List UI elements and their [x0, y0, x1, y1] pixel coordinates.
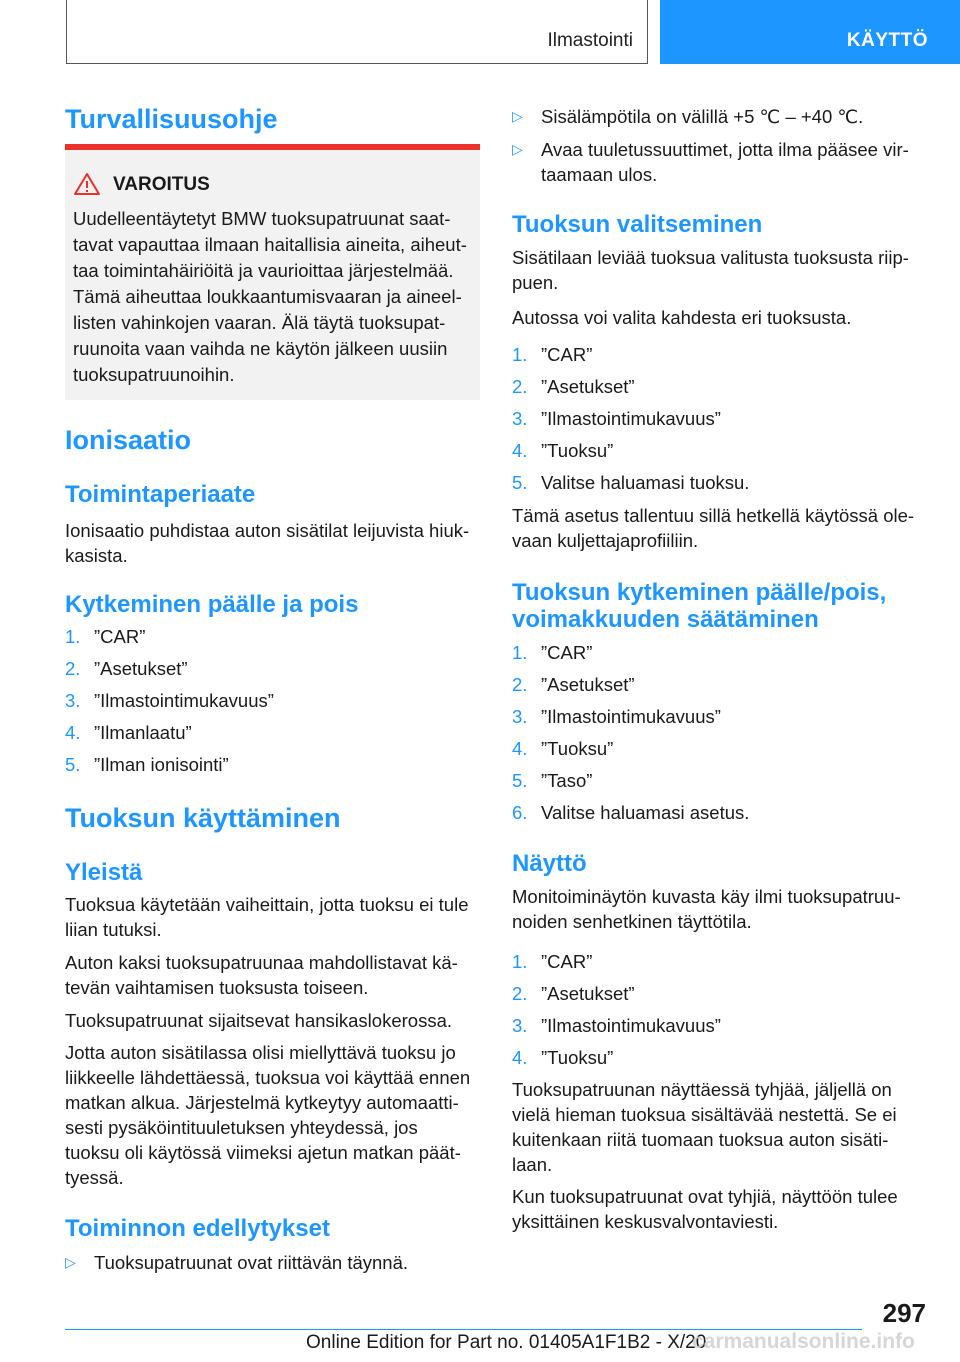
intensity-steps-list [512, 640, 927, 832]
general-heading: Yleistä [65, 859, 143, 886]
list-item: 5. Valitse haluamasi tuoksu. [512, 472, 750, 493]
list-item: 6. Valitse haluamasi asetus. [512, 802, 750, 823]
onoff-steps-list [65, 624, 480, 784]
list-item: ▷ Sisälämpötila on välillä +5 ℃ – +40 ℃. [512, 106, 864, 127]
display-heading: Näyttö [512, 850, 587, 877]
general-text-4: Jotta auton sisätilassa olisi miellyttävä tuoksu jo liikkeelle lähdettäessä, tuoksua voi käyttää ennen matkan alkua. Järjestelmä kytkeytyy automaatti- sesti pysäköintituuletuksen yhteydessä, jos tuoksu oli käytössä viimeksi ajetun matkan päät- tyessä. [65, 1042, 471, 1188]
list-item: 1. ”CAR” [512, 344, 593, 365]
list-item: 1. ”CAR” [512, 642, 593, 663]
list-item: 3. ”Ilmastointimukavuus” [512, 408, 721, 429]
usage-heading: Tuoksun käyttäminen [65, 803, 341, 833]
safety-heading: Turvallisuusohje [65, 104, 278, 134]
list-item: 2. ”Asetukset” [512, 674, 635, 695]
list-item: 3. ”Ilmastointimukavuus” [512, 706, 721, 727]
select-steps-list [512, 342, 927, 502]
triangle-bullet-icon: ▷ [65, 1254, 76, 1270]
select-text-2: Autossa voi valita kahdesta eri tuoksusta. [512, 307, 852, 328]
warning-triangle-icon [73, 172, 101, 196]
display-text-1: Monitoiminäytön kuvasta käy ilmi tuoksupatruu- noiden senhetkinen täyttötila. [512, 886, 901, 932]
principle-text: Ionisaatio puhdistaa auton sisätilat leijuvista hiuk- kasista. [65, 520, 470, 566]
display-text-3: Kun tuoksupatruunat ovat tyhjiä, näyttöön tulee yksittäinen keskusvalvontaviesti. [512, 1186, 898, 1232]
requirements-list [65, 1250, 480, 1275]
intensity-heading: Tuoksun kytkeminen päälle/pois, voimakkuuden säätäminen [512, 579, 887, 633]
warning-bar [65, 144, 480, 150]
warning-text: Uudelleentäytetyt BMW tuoksupatruunat saat- tavat vapauttaa ilmaan haitallisia aineita, aiheut- taa toimintahäiriöitä ja vaurioittaa järjestelmää. Tämä aiheuttaa loukkaantumisvaaran ja aineel- listen vahinkojen vaaran. Älä täytä tuoksupat- ruunoita vaan vaihda ne käytön jälkeen uusiin tuoksupatruunoihin. [73, 208, 467, 385]
list-item: ▷ Avaa tuuletussuuttimet, jotta ilma pääsee vir- taamaan ulos. [512, 139, 909, 185]
list-item: 4. ”Ilmanlaatu” [65, 722, 192, 743]
warning-box [65, 144, 480, 400]
list-item: 5. ”Taso” [512, 770, 593, 791]
select-text-1: Sisätilaan leviää tuoksua valitusta tuoksusta riip- puen. [512, 247, 909, 293]
onoff-heading: Kytkeminen päälle ja pois [65, 591, 359, 618]
header-section-label: Ilmastointi [547, 30, 633, 51]
warning-title: VAROITUS [113, 174, 210, 195]
list-item: 2. ”Asetukset” [512, 376, 635, 397]
page-number: 297 [882, 1298, 926, 1328]
watermark: carmanualsonline.info [692, 1330, 915, 1353]
list-item: 2. ”Asetukset” [65, 658, 188, 679]
requirements-heading: Toiminnon edellytykset [65, 1215, 330, 1242]
list-item: 1. ”CAR” [512, 951, 593, 972]
display-steps-list [512, 949, 927, 1077]
list-item: 2. ”Asetukset” [512, 983, 635, 1004]
list-item: 4. ”Tuoksu” [512, 440, 614, 461]
general-text-2: Auton kaksi tuoksupatruunaa mahdollistavat kä- tevän vaihtamisen tuoksusta toiseen. [65, 952, 458, 998]
list-item: ▷ Tuoksupatruunat ovat riittävän täynnä. [65, 1252, 409, 1273]
footer-edition: Online Edition for Part no. 01405A1F1B2 - X/20 [306, 1332, 707, 1353]
header-section-tab [66, 0, 648, 64]
list-item: 5. ”Ilman ionisointi” [65, 754, 229, 775]
general-text-1: Tuoksua käytetään vaiheittain, jotta tuoksu ei tule liian tutuksi. [65, 894, 469, 940]
triangle-bullet-icon: ▷ [512, 141, 523, 157]
header-chapter-label: KÄYTTÖ [846, 30, 928, 51]
list-item: 4. ”Tuoksu” [512, 738, 614, 759]
header-chapter-tab [660, 0, 960, 64]
list-item: 3. ”Ilmastointimukavuus” [512, 1015, 721, 1036]
list-item: 4. ”Tuoksu” [512, 1047, 614, 1068]
select-text-3: Tämä asetus tallentuu sillä hetkellä käytössä ole- vaan kuljettajaprofiiliin. [512, 505, 915, 551]
display-text-2: Tuoksupatruunan näyttäessä tyhjää, jäljellä on vielä hieman tuoksua sisältävää nestettä. Se ei kuitenkaan riitä tuomaan tuoksua auton sisäti- laan. [512, 1079, 897, 1175]
select-heading: Tuoksun valitseminen [512, 211, 763, 238]
list-item: 3. ”Ilmastointimukavuus” [65, 690, 274, 711]
principle-heading: Toimintaperiaate [65, 481, 256, 508]
ionisaatio-heading: Ionisaatio [65, 425, 192, 455]
list-item: 1. ”CAR” [65, 626, 146, 647]
requirements-list-continued [512, 104, 927, 187]
triangle-bullet-icon: ▷ [512, 108, 523, 124]
general-text-3: Tuoksupatruunat sijaitsevat hansikaslokerossa. [65, 1010, 452, 1031]
